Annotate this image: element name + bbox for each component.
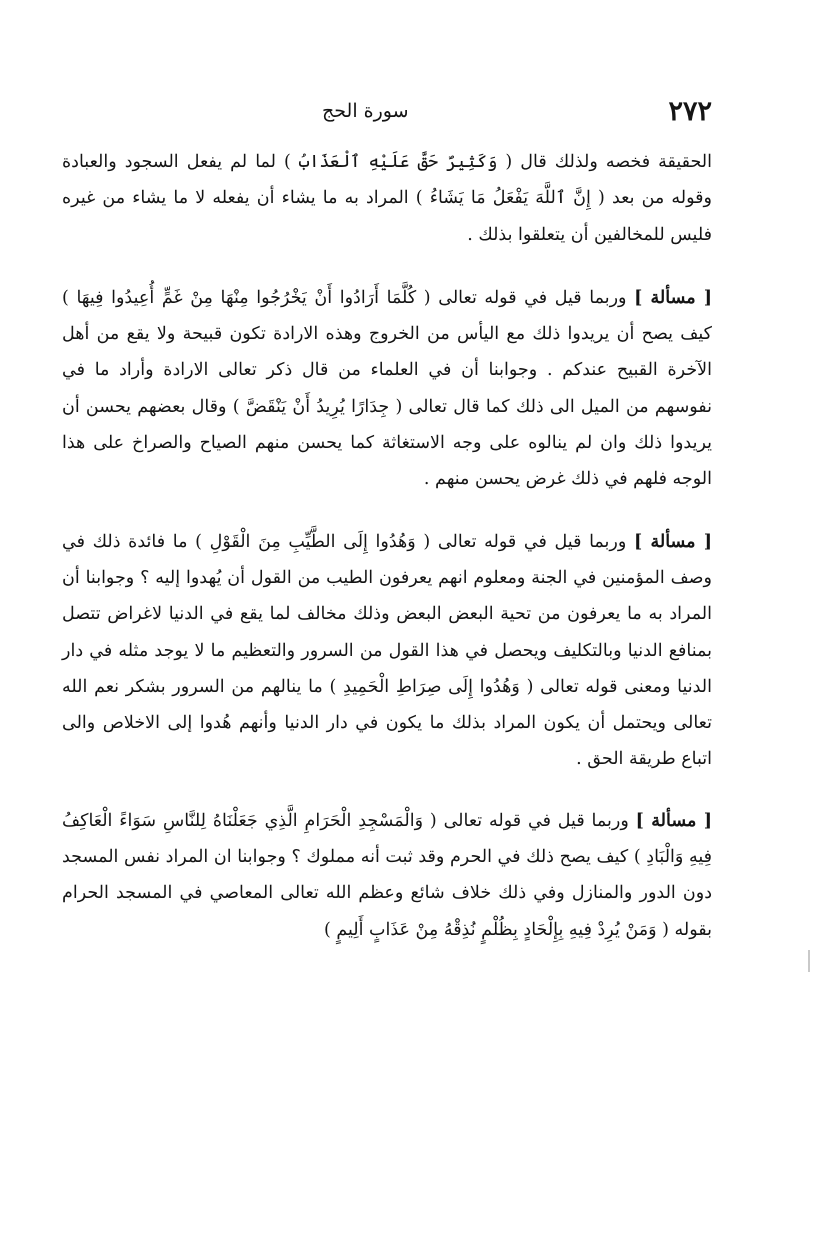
paragraph (62, 803, 712, 948)
body-text: ) لما لم يفعل السجود والعبادة وقوله من بعد ( (62, 152, 712, 209)
body-text: ) ما فائدة ذلك في وصف المؤمنين في الجنة ومعلوم انهم يعرفون الطيب من القول أن يُهدوا إليه ؟ وجوابنا أن المراد به ما يعرفون من تحية البعض البعض وذلك مخالف لما يقع في الدنيا لاغراض تتصل بمنافع الدنيا وبالتكليف ويحصل في هذا القول من السرور والتعظيم ما لا يوجد مثله في دار الدنيا ومعنى قوله تعالى ( (62, 531, 712, 697)
quran-verse: إِنَّ ٱللَّهَ يَفْعَلُ مَا يَشَاءُ (429, 188, 591, 209)
quran-verse: وَمَنْ يُرِدْ فِيهِ بِإِلْحَادٍ بِظُلْمٍ نُذِقْهُ مِنْ عَذَابٍ أَلِيمٍ (336, 919, 657, 940)
page-body (62, 144, 712, 948)
quran-verse: جِدَارًا يُرِيدُ أَنْ يَنْقَضَّ (245, 396, 390, 417)
scan-margin-mark (808, 950, 810, 972)
page-number: ٢٧٢ (668, 96, 712, 127)
quran-verse: وَهُدُوا إِلَى صِرَاطِ الْحَمِيدِ (343, 676, 520, 697)
body-text: وربما قيل في قوله تعالى ( (415, 531, 634, 552)
body-text: ) وقال بعضهم يحسن أن يريدوا ذلك وان لم ينالوه على وجه الاستغاثة كما يحسن منهم الصياح والصراخ على هذا الوجه فلهم في ذلك غرض يحسن منهم . (62, 396, 712, 490)
question-label: [ مسألة ] (635, 810, 713, 831)
running-title: سورة الحج (322, 100, 409, 122)
body-text: ) ما ينالهم من السرور بشكر نعم الله تعالى ويحتمل أن يكون المراد بذلك ما يكون في دار الدنيا وأنهم هُدوا إلى الاخلاص والى اتباع طريقة الحق . (62, 676, 712, 770)
paragraph (62, 144, 712, 253)
question-label: [ مسألة ] (634, 287, 712, 308)
question-label: [ مسألة ] (634, 531, 712, 552)
body-text: ) (323, 919, 337, 940)
body-text: الحقيقة فخصه ولذلك قال ( (497, 152, 712, 172)
body-text: ) كيف يصح أن يريدوا ذلك مع اليأس من الخروج وهذه الارادة تكون قبيحة ولا يقع من أهل الآخرة القبيح عندكم . وجوابنا أن في العلماء من قال ذكر تعالى الارادة وأراد ما في نفوسهم من الميل الى ذلك كما قال تعالى ( (62, 287, 712, 417)
body-text: وربما قيل في قوله تعالى ( (416, 287, 635, 308)
paragraph (62, 280, 712, 498)
quran-verse: وَكَثِيرٌ حَقَّ عَلَيْهِ ٱلْعَذَابُ (298, 152, 498, 172)
quran-verse: كُلَّمَا أَرَادُوا أَنْ يَخْرُجُوا مِنْهَا مِنْ غَمٍّ أُعِيدُوا فِيهَا (76, 287, 417, 308)
body-text: ) كيف يصح ذلك في الحرم وقد ثبت أنه مملوك ؟ وجوابنا ان المراد نفس المسجد دون الدور والمنازل وفي ذلك خلاف شائع وعظم الله تعالى المعاصي في المسجد الحرام بقوله ( (62, 847, 712, 940)
body-text: وربما قيل في قوله تعالى ( (423, 810, 636, 831)
paragraph (62, 524, 712, 778)
page-header (60, 96, 712, 136)
quran-verse: وَالْمَسْجِدِ الْحَرَامِ الَّذِي جَعَلْنَاهُ لِلنَّاسِ سَوَاءً الْعَاكِفُ فِيهِ وَالْبَادِ (62, 810, 712, 868)
body-text: ) المراد به ما يشاء أن يفعله لا ما يشاء من غيره فليس للمخالفين أن يتعلقوا بذلك . (62, 188, 712, 245)
quran-verse: وَهُدُوا إِلَى الطَّيِّبِ مِنَ الْقَوْلِ (209, 531, 416, 552)
